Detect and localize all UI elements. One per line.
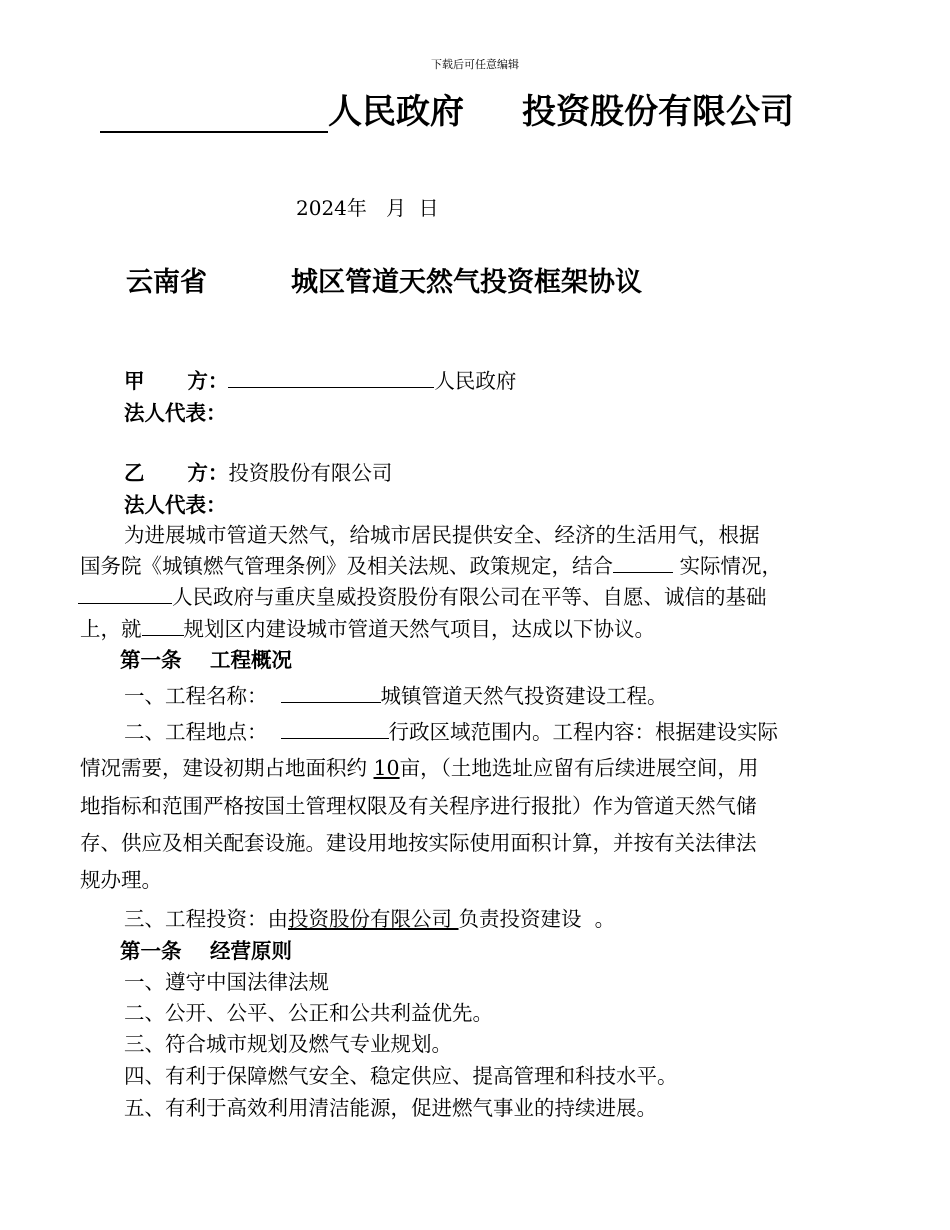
- party-b-label: 乙 方：: [124, 461, 229, 485]
- preamble-line-2: [80, 549, 782, 579]
- preamble-line-3: [78, 580, 767, 610]
- header-note: 下载后可任意编辑: [431, 58, 519, 71]
- item-3-c: 负责投资建设 。: [458, 907, 616, 931]
- party-b-line: [124, 456, 392, 486]
- document-date: 2024年 月 日: [296, 196, 439, 220]
- item-2-l2a: 情况需要，建设初期占地面积约: [80, 756, 374, 780]
- title-blank: [100, 97, 328, 133]
- preamble-l2b: 实际情况，: [673, 554, 783, 578]
- article-2-item: 一、遵守中国法律法规: [124, 970, 329, 994]
- preamble-l2a: 国务院《城镇燃气管理条例》及相关法规、政策规定，结合: [80, 554, 613, 578]
- title-part2: 投资股份有限公司: [522, 92, 794, 132]
- party-a-rep: 法人代表：: [124, 401, 227, 425]
- article-2-item: 二、公开、公平、公正和公共利益优先。: [124, 1001, 493, 1025]
- preamble-l4a: 上，就: [80, 617, 142, 641]
- party-b-name: 投资股份有限公司: [228, 461, 393, 485]
- party-a-blank: [228, 367, 434, 388]
- article-2-heading: 第一条 经营原则: [120, 939, 293, 963]
- item-2-blank: [281, 718, 389, 739]
- article-2-item: 四、有利于保障燃气安全、稳定供应、提高管理和科技水平。: [124, 1064, 678, 1088]
- article-1-item-2-line-4: 存、供应及相关配套设施。建设用地按实际使用面积计算，并按有关法律法: [80, 831, 757, 855]
- party-a-line: [124, 364, 516, 394]
- preamble-line-4: [80, 612, 655, 642]
- item-2-l2b: 亩，（土地选址应留有后续进展空间，用: [399, 756, 759, 780]
- agreement-title: [126, 260, 642, 299]
- item-2-text: 行政区域范围内。工程内容：根据建设实际: [388, 720, 779, 744]
- article-2-item: 五、有利于高效利用清洁能源，促进燃气事业的持续进展。: [124, 1096, 657, 1120]
- item-1-text: 城镇管道天然气投资建设工程。: [380, 684, 668, 708]
- agreement-name: 城区管道天然气投资框架协议: [291, 267, 642, 298]
- party-a-label: 甲 方：: [124, 369, 229, 393]
- preamble-l3: 人民政府与重庆皇威投资股份有限公司在平等、自愿、诚信的基础: [172, 585, 767, 609]
- item-3-a: 三、工程投资：由: [124, 907, 288, 931]
- item-2-area: 10: [373, 756, 400, 780]
- item-3-investor: 投资股份有限公司: [288, 907, 459, 931]
- article-1-item-2-line-3: 地指标和范围严格按国土管理权限及有关程序进行报批）作为管道天然气储: [80, 794, 757, 818]
- article-1-heading: 第一条 工程概况: [120, 648, 293, 672]
- preamble-line-1: 为进展城市管道天然气，给城市居民提供安全、经济的生活用气，根据: [124, 523, 760, 547]
- article-1-item-3: [124, 902, 615, 932]
- preamble-blank-3: [142, 615, 184, 636]
- item-1-blank: [281, 682, 381, 703]
- preamble-l4b: 规划区内建设城市管道天然气项目，达成以下协议。: [183, 617, 655, 641]
- article-2-item: 三、符合城市规划及燃气专业规划。: [124, 1032, 452, 1056]
- article-1-item-2-line-5: 规办理。: [80, 868, 162, 892]
- article-1-item-1: [124, 679, 668, 709]
- preamble-blank-1: [613, 552, 673, 573]
- article-1-item-2-line-2: [80, 751, 758, 781]
- title-part1: 人民政府: [328, 92, 464, 132]
- party-a-suffix: 人民政府: [434, 369, 517, 393]
- preamble-blank-2: [78, 583, 172, 604]
- party-b-rep: 法人代表：: [124, 493, 227, 517]
- agreement-province: 云南省: [126, 267, 207, 298]
- article-1-item-2: [124, 715, 778, 745]
- item-2-label: 二、工程地点：: [124, 720, 281, 744]
- document-title: [100, 84, 794, 133]
- item-1-label: 一、工程名称：: [124, 684, 281, 708]
